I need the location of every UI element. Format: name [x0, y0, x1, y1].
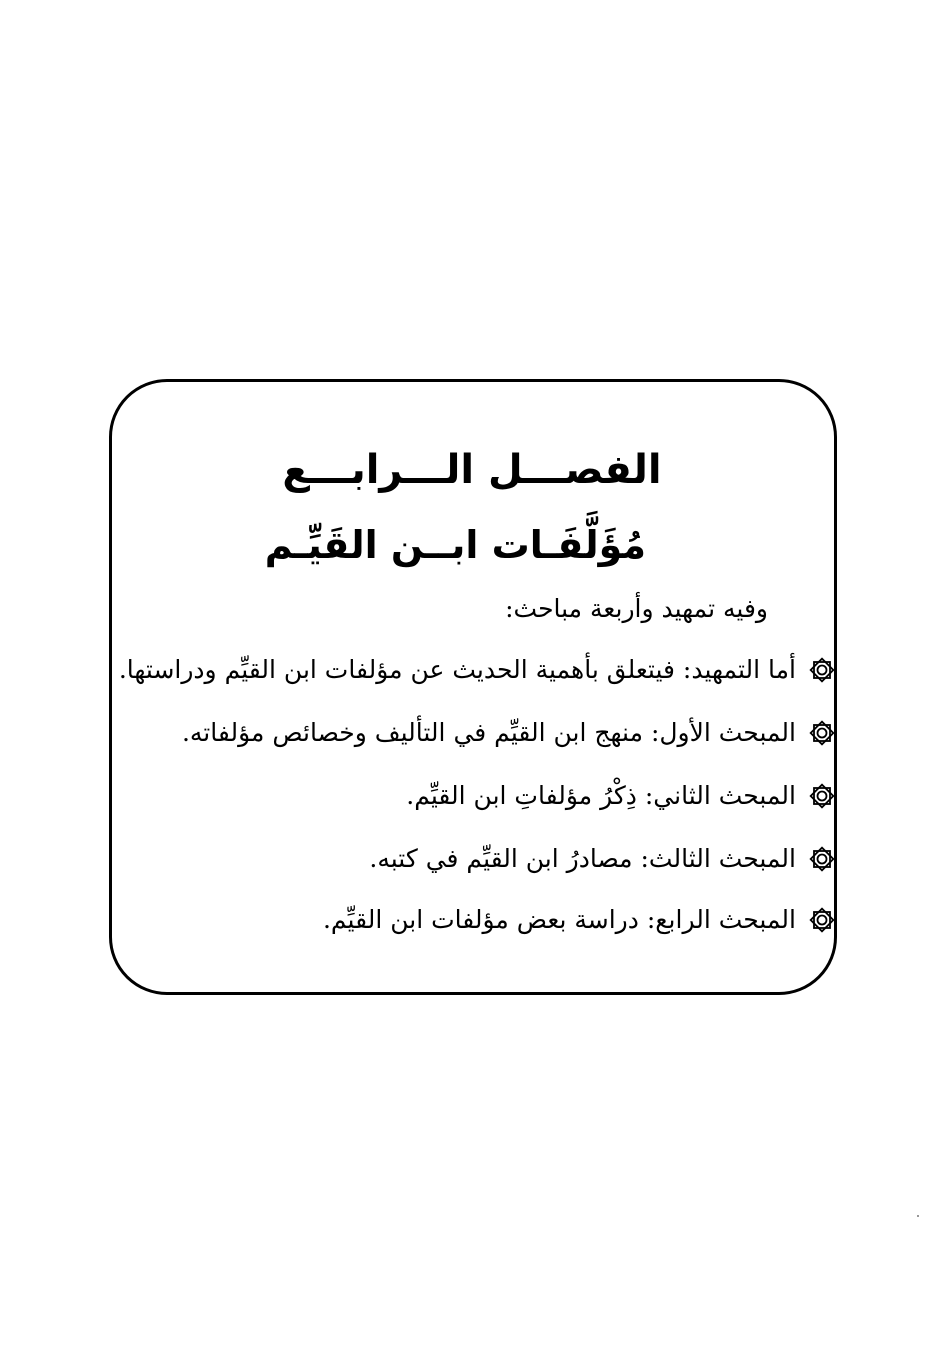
list-item — [369, 839, 836, 879]
chapter-subtitle: مُؤَلَّفَـات ابــن القَيِّـم — [264, 523, 646, 567]
eight-pointed-star-icon — [808, 782, 836, 810]
list-item — [182, 713, 836, 753]
list-item — [323, 900, 836, 940]
intro-line: وفيه تمهيد وأربعة مباحث: — [505, 594, 768, 623]
eight-pointed-star-icon — [808, 845, 836, 873]
scan-speck — [917, 1215, 919, 1217]
list-item-text: المبحث الرابع: دراسة بعض مؤلفات ابن القيِّم. — [322, 905, 796, 934]
list-item — [119, 650, 836, 690]
list-item — [406, 776, 836, 816]
eight-pointed-star-icon — [808, 656, 836, 684]
list-item-text: المبحث الثالث: مصادرُ ابن القيِّم في كتبه. — [369, 844, 796, 873]
list-item-text: المبحث الأول: منهج ابن القيِّم في التأليف وخصائص مؤلفاته. — [181, 718, 796, 747]
list-item-text: المبحث الثاني: ذِكْرُ مؤلفاتِ ابن القيِّم. — [406, 781, 796, 810]
list-item-text: أما التمهيد: فيتعلق بأهمية الحديث عن مؤلفات ابن القيِّم ودراستها. — [118, 655, 796, 684]
eight-pointed-star-icon — [808, 906, 836, 934]
chapter-title: الفصـــل الـــرابـــع — [282, 447, 662, 493]
eight-pointed-star-icon — [808, 719, 836, 747]
